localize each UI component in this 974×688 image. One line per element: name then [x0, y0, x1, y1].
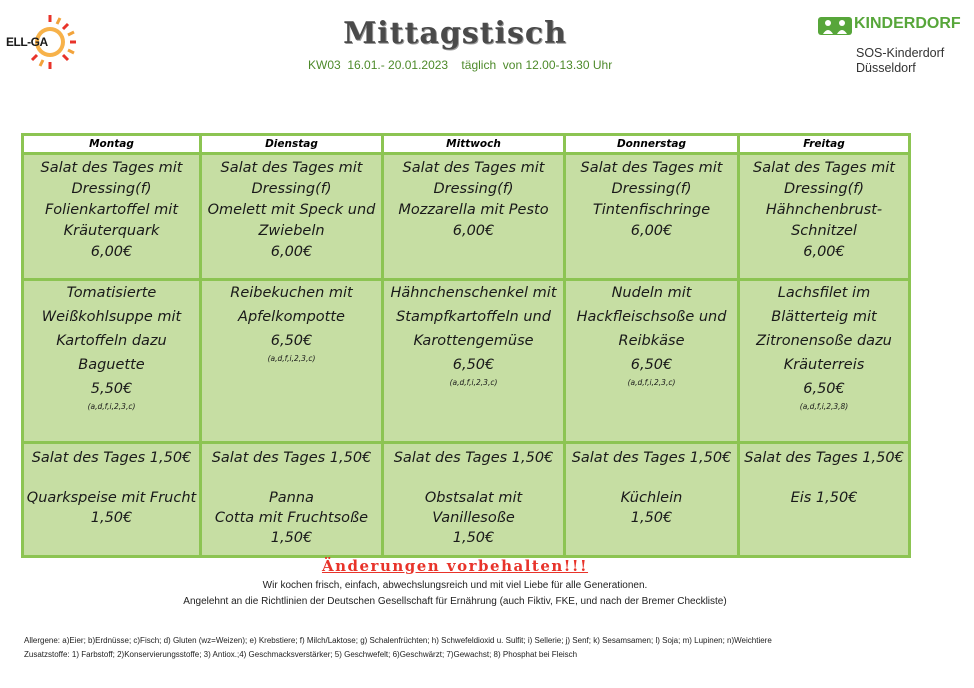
price: 5,50€ [90, 381, 133, 397]
menu-line: Quarkspeise mit Frucht [26, 490, 197, 506]
allergen-codes: (a,d,f,i,2,3,c) [267, 354, 316, 363]
menu-line: Tomatisierte [66, 285, 157, 301]
kinderdorf-emblem-icon [818, 15, 852, 37]
price: 6,50€ [452, 357, 495, 373]
menu-line: Apfelkompotte [238, 309, 345, 325]
org-name: SOS-Kinderdorf [856, 46, 945, 60]
page-title: Mittagstisch [343, 16, 567, 51]
menu-line: Schnitzel [791, 223, 857, 239]
allergene-legend: Allergene: a)Eier; b)Erdnüsse; c)Fisch; d) Gluten (wz=Weizen); e) Krebstiere; f) Milch/Laktose; g) Schalenfrüchten; h) Schwefeldioxid u. Sulfit; i) Sellerie; j) Senf; k) Sesamsamen; l) Soja; m) Lupinen; n)Weichtiere [24, 636, 772, 645]
zusatzstoffe-legend: Zusatzstoffe: 1) Farbstoff; 2)Konservierungsstoffe; 3) Antiox.;4) Geschmacksverstärker; 5) Geschwefelt; 6)Geschwärzt; 7)Gewachst; 8) Phosphat bei Fleisch [24, 650, 578, 659]
menu-cell [383, 443, 565, 557]
salad-line: Salat des Tages 1,50€ [393, 450, 554, 466]
salad-line: Salat des Tages 1,50€ [31, 450, 192, 466]
price: 1,50€ [630, 510, 673, 526]
menu-cell [565, 154, 739, 280]
price: 6,50€ [630, 357, 673, 373]
menu-line: Dressing(f) [71, 181, 152, 197]
menu-line: Panna [269, 490, 314, 506]
menu-row-3 [23, 443, 910, 557]
week-info: KW03 16.01.- 20.01.2023 täglich von 12.00-13.30 Uhr [308, 58, 613, 72]
menu-line: Weißkohlsuppe mit [41, 309, 182, 325]
allergen-codes: (a,d,f,i,2,3,c) [449, 378, 498, 387]
menu-line: Hähnchenschenkel mit [390, 285, 557, 301]
menu-line: Zitronensoße dazu [756, 333, 892, 349]
menu-cell [565, 443, 739, 557]
menu-cell [739, 280, 910, 443]
menu-line: Eis 1,50€ [790, 490, 858, 506]
menu-line: Hackfleischsoße und [576, 309, 727, 325]
day-header: Donnerstag [565, 135, 739, 154]
menu-line: Salat des Tages mit [402, 160, 545, 176]
price: 6,00€ [630, 223, 673, 239]
salad-line: Salat des Tages 1,50€ [571, 450, 732, 466]
price: 6,00€ [90, 244, 133, 260]
menu-line: Kräuterquark [63, 223, 160, 239]
menu-line: Blätterteig mit [771, 309, 877, 325]
menu-line: Tintenfischringe [592, 202, 711, 218]
allergen-codes: (a,d,f,i,2,3,8) [799, 402, 849, 411]
org-city: Düsseldorf [856, 61, 916, 75]
price: 6,00€ [452, 223, 495, 239]
salad-line: Salat des Tages 1,50€ [744, 450, 904, 466]
price: 6,50€ [270, 333, 313, 349]
day-header: Montag [23, 135, 201, 154]
menu-line: Cotta mit Fruchtsoße [214, 510, 369, 526]
menu-line: Omelett mit Speck und [207, 202, 376, 218]
menu-line: Kräuterreis [783, 357, 865, 373]
menu-cell [739, 443, 910, 557]
menu-cell [565, 280, 739, 443]
menu-line: Salat des Tages mit [753, 160, 895, 176]
menu-line: Stampfkartoffeln und [396, 309, 551, 325]
cooking-note: Wir kochen frisch, einfach, abwechslungsreich und mit viel Liebe für alle Generationen. [262, 580, 648, 591]
menu-table [21, 133, 911, 558]
menu-line: Kartoffeln dazu [56, 333, 167, 349]
price: 1,50€ [452, 530, 495, 546]
allergen-codes: (a,d,f,i,2,3,c) [627, 378, 676, 387]
menu-line: Reibkäse [618, 333, 685, 349]
menu-line: Zwiebeln [258, 223, 325, 239]
menu-row-1 [23, 154, 910, 280]
ellga-logo-text: ELL-GA [6, 35, 48, 49]
salad-line: Salat des Tages 1,50€ [211, 450, 372, 466]
menu-line: Mozzarella mit Pesto [398, 202, 549, 218]
day-header-row [23, 135, 910, 154]
price: 6,00€ [270, 244, 313, 260]
menu-line: Salat des Tages mit [580, 160, 723, 176]
menu-line: Küchlein [620, 490, 683, 506]
menu-line: Salat des Tages mit [220, 160, 363, 176]
menu-cell [201, 154, 383, 280]
menu-line: Reibekuchen mit [230, 285, 353, 301]
menu-line: Dressing(f) [433, 181, 514, 197]
dge-note: Angelehnt an die Richtlinien der Deutschen Gesellschaft für Ernährung (auch Fiktiv, FKE, und nach der Bremer Checkliste) [183, 596, 727, 607]
menu-line: Vanillesoße [432, 510, 515, 526]
kinderdorf-brand: KINDERDORF [854, 15, 961, 32]
menu-line: Baguette [78, 357, 145, 373]
menu-line: Lachsfilet im [777, 285, 871, 301]
day-header: Mittwoch [383, 135, 565, 154]
menu-line: Karottengemüse [413, 333, 534, 349]
price: 6,00€ [803, 244, 845, 260]
menu-cell [23, 280, 201, 443]
day-header: Freitag [739, 135, 910, 154]
menu-cell [739, 154, 910, 280]
changes-notice: Änderungen vorbehalten!!! [321, 557, 589, 575]
menu-cell [201, 443, 383, 557]
day-header: Dienstag [201, 135, 383, 154]
menu-cell [23, 443, 201, 557]
menu-line: Salat des Tages mit [40, 160, 183, 176]
menu-line: Dressing(f) [784, 181, 864, 197]
price: 6,50€ [803, 381, 845, 397]
price: 1,50€ [90, 510, 133, 526]
menu-cell [383, 280, 565, 443]
allergen-codes: (a,d,f,i,2,3,c) [87, 402, 136, 411]
menu-cell [23, 154, 201, 280]
menu-row-2 [23, 280, 910, 443]
menu-line: Dressing(f) [251, 181, 332, 197]
menu-line: Nudeln mit [611, 285, 692, 301]
menu-cell [201, 280, 383, 443]
menu-line: Obstsalat mit [424, 490, 523, 506]
menu-line: Hähnchenbrust- [765, 202, 883, 218]
menu-line: Dressing(f) [611, 181, 692, 197]
price: 1,50€ [270, 530, 313, 546]
menu-cell [383, 154, 565, 280]
menu-line: Folienkartoffel mit [44, 202, 179, 218]
sos-kinderdorf-logo [818, 10, 968, 80]
